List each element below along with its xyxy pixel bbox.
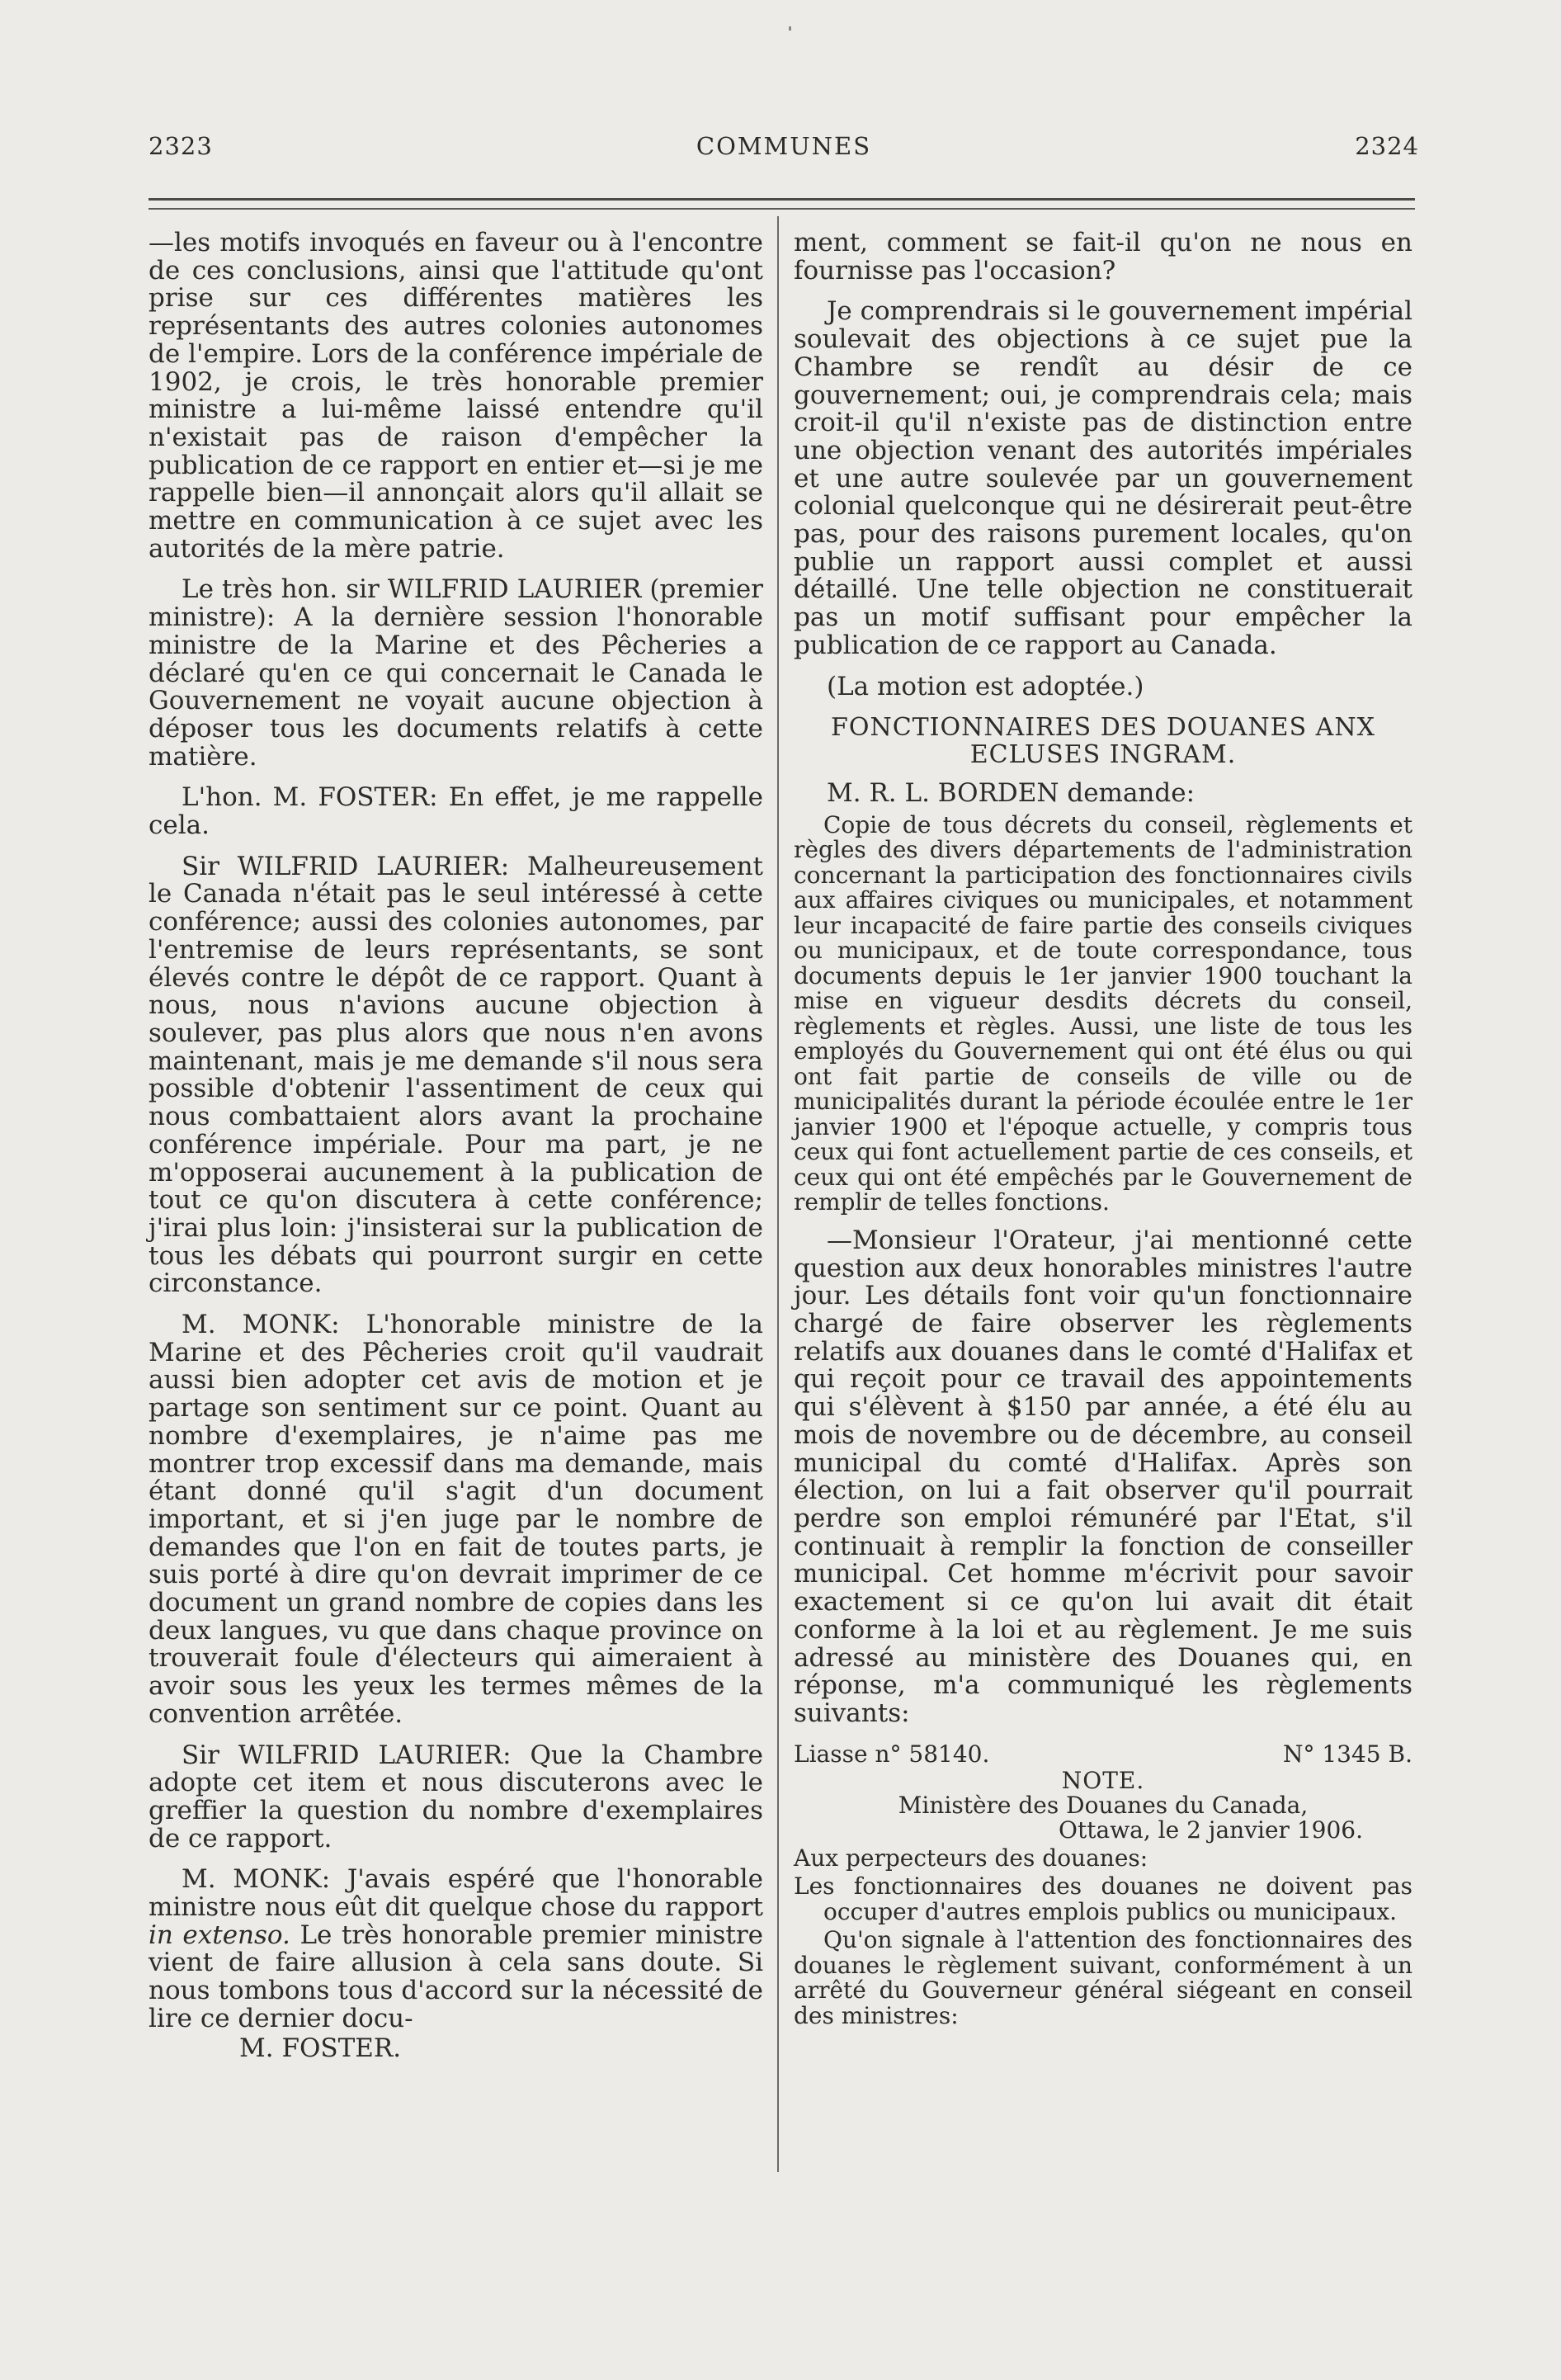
paragraph-continuation: —les motifs invoqués en faveur ou à l'encontre de ces conclusions, ainsi que l'attitude qu'ont prise sur ces différentes matières les représentants des autres colonies autonomes de l'empire. Lors de la conférence impériale de 1902, je crois, le très honorable premier ministre a lui-même laissé entendre qu'il n'existait pas de raison d'empêcher la publication de ce rapport en entier et—si je me rappelle bien—il annonçait alors qu'il allait se mettre en communication à ce sujet avec les autorités de la mère patrie. <box>149 228 763 564</box>
print-speck <box>789 26 791 31</box>
paragraph-laurier-2: Sir WILFRID LAURIER: Malheureusement le Canada n'était pas le seul intéressé à cette conférence; aussi des colonies autonomes, par l'entremise de leurs représentants, se sont élevés contre le dépôt de ce rapport. Quant à nous, nous n'avions aucune objection à soulever, pas plus alors que nous n'en avons maintenant, mais je me demande s'il nous sera possible d'obtenir l'assentiment de ceux qui nous combattaient alors avant la prochaine conférence impériale. Pour ma part, je ne m'opposerai aucunement à la publication de tout ce qu'on discutera à cette conférence; j'irai plus loin: j'insisterai sur la publication de tous les débats qui pourront surgir en cette circonstance. <box>149 851 763 1299</box>
note-ministry: Ministère des Douanes du Canada, <box>898 1791 1309 1819</box>
monk-text-after: Le très honorable premier ministre vient de faire allusion à cela sans doute. Si nous tombons tous d'accord sur la nécessité de lire ce dernier docu- <box>149 1920 763 2033</box>
left-column <box>149 229 763 2075</box>
page-number-left: 2323 <box>149 132 213 160</box>
note-body-block <box>794 1846 1412 2029</box>
paragraph-monk-1: M. MONK: L'honorable ministre de la Marine et des Pêcheries croit qu'il vaudrait aussi bien adopter cet avis de motion et je partage son sentiment sur ce point. Quant au nombre d'exemplaires, je n'aime pas me montrer trop excessif dans ma demande, mais étant donné qu'il s'agit d'un document important, et si j'en juge par le nombre de demandes que l'on en fait de toutes parts, je suis porté à dire qu'on devrait imprimer de ce document un grand nombre de copies dans les deux langues, vu que dans chaque province on trouverait foule d'électeurs qui aimeraient à avoir sous les yeux les termes mêmes de la convention arrêtée. <box>149 1310 763 1729</box>
borden-demande: M. R. L. BORDEN demande: <box>827 778 1196 809</box>
request-text: Copie de tous décrets du conseil, règlements et règles des divers départements de l'administration concernant la participation des fonctionnaires civils aux affaires civiques ou municipales, et notamment leur incapacité de faire partie des conseils civiques ou municipaux, et de toute correspondance, tous documents depuis le 1er janvier 1900 touchant la mise en vigueur desdits décrets du conseil, règlements et règles. Aussi, une liste de tous les employés du Gouvernement qui ont été élus ou qui ont fait partie de conseils de ville ou de municipalités durant la période écoulée entre le 1er janvier 1900 et l'époque actuelle, y compris tous ceux qui font actuellement partie de ces conseils, et ceux qui ont été empêchés par le Gouvernement de remplir de telles fonctions. <box>794 810 1412 1216</box>
speaker-signoff: M. FOSTER. <box>239 2033 402 2063</box>
right-column <box>794 229 1412 2032</box>
liasse-number: Liasse n° 58140. <box>794 1740 990 1768</box>
paragraph-continuation-right: ment, comment se fait-il qu'on ne nous en fournisse pas l'occasion? <box>794 228 1412 286</box>
page-title: COMMUNES <box>696 132 872 160</box>
note-addressee: Aux perpecteurs des douanes: <box>794 1844 1148 1872</box>
monk-text-italic: in extenso. <box>149 1920 290 1950</box>
note-rule: Les fonctionnaires des douanes ne doivent pas occuper d'autres emplois publics ou municipaux. <box>794 1872 1412 1925</box>
note-title: NOTE. <box>1061 1766 1145 1794</box>
page-number-right: 2324 <box>1355 132 1419 160</box>
paragraph-foster: L'hon. M. FOSTER: En effet, je me rappelle cela. <box>149 782 763 841</box>
header-rule-bottom <box>149 208 1415 210</box>
motion-adopted: (La motion est adoptée.) <box>827 671 1144 701</box>
request-block <box>794 810 1412 1216</box>
note-body: Qu'on signale à l'attention des fonctionnaires des douanes le règlement suivant, conformément à un arrêté du Gouverneur général siégeant en conseil des ministres: <box>794 1926 1412 2029</box>
paragraph-laurier-1: Le très hon. sir WILFRID LAURIER (premier ministre): A la dernière session l'honorable ministre de la Marine et des Pêcheries a déclaré qu'en ce qui concernait le Canada le Gouvernement ne voyait aucune objection à déposer tous les documents relatifs à cette matière. <box>149 574 763 772</box>
paragraph-orateur: —Monsieur l'Orateur, j'ai mentionné cette question aux deux honorables ministres l'autre jour. Les détails font voir qu'un fonctionnaire chargé de faire observer les règlements relatifs aux douanes dans le comté d'Halifax et qui reçoit pour ce travail des appointements qui s'élèvent à $150 par année, a été élu au mois de novembre ou de décembre, au conseil municipal du comté d'Halifax. Après son élection, on lui a fait observer qu'il pourrait perdre son emploi rémunéré par l'Etat, s'il continuait à remplir la fonction de conseiller municipal. Cet homme m'écrivit pour savoir exactement si ce qu'on lui avait dit était conforme à la loi et au règlement. Je me suis adressé au ministère des Douanes qui, en réponse, m'a communiqué les règlements suivants: <box>794 1225 1412 1728</box>
page-header <box>149 132 1419 168</box>
monk-text-before: M. MONK: J'avais espéré que l'honorable ministre nous eût dit quelque chose du rapport <box>149 1864 763 1923</box>
liasse-line <box>794 1741 1412 1767</box>
paragraph-monk-2 <box>149 1866 763 2033</box>
section-heading: FONCTIONNAIRES DES DOUANES ANX ECLUSES INGRAM. <box>831 713 1375 770</box>
note-date: Ottawa, le 2 janvier 1906. <box>1059 1816 1363 1844</box>
note-number: N° 1345 B. <box>1282 1740 1412 1768</box>
paragraph-imperial: Je comprendrais si le gouvernement impérial soulevait des objections à ce sujet pue la Chambre se rendît au désir de ce gouvernement; oui, je comprendrais cela; mais croit-il qu'il n'existe pas de distinction entre une objection venant des autorités impériales et une autre soulevée par un gouvernement colonial quelconque qui ne désirerait peut-être pas, pour des raisons purement locales, qu'on publie un rapport aussi complet et aussi détaillé. Une telle objection ne constituerait pas un motif suffisant pour empêcher la publication de ce rapport au Canada. <box>794 296 1412 660</box>
paragraph-laurier-3: Sir WILFRID LAURIER: Que la Chambre adopte cet item et nous discuterons avec le greffier la question du nombre d'exemplaires de ce rapport. <box>149 1740 763 1853</box>
header-rule-top <box>149 198 1415 201</box>
column-divider <box>777 216 779 2172</box>
